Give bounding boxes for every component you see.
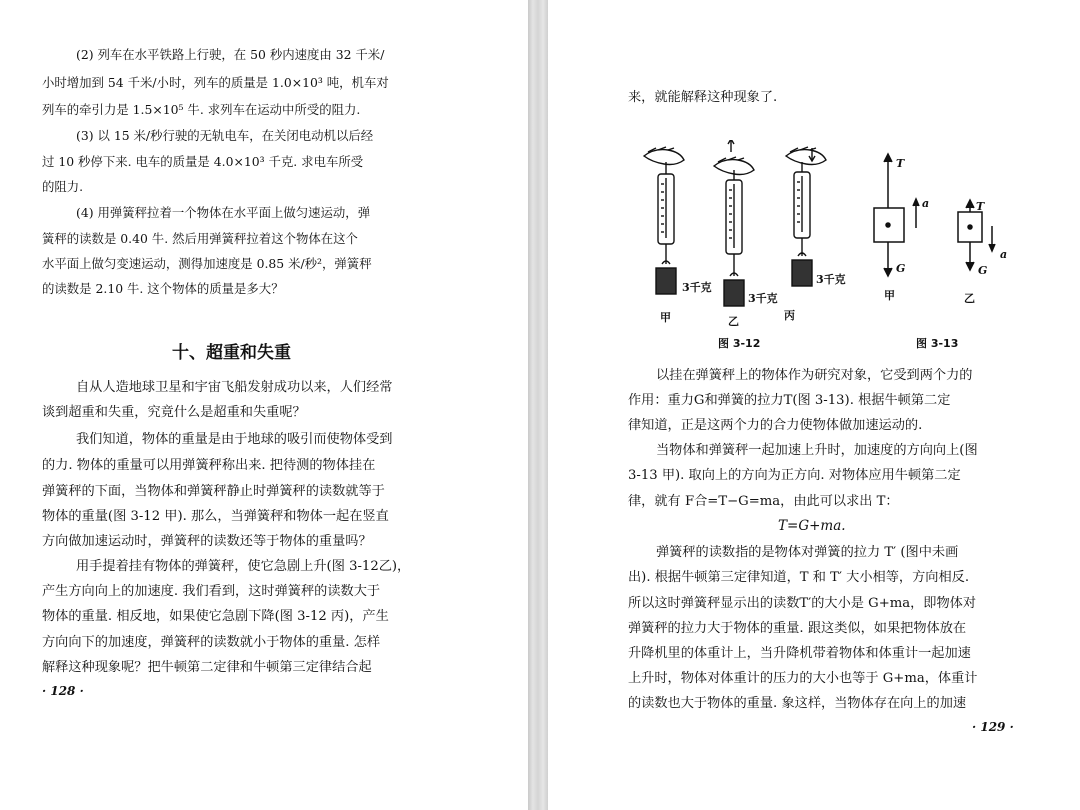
exercise-line: (3) 以 15 米/秒行驶的无轨电车，在关闭电动机以后经	[76, 128, 374, 143]
section-title: 十、超重和失重	[172, 343, 291, 363]
body-line: 方向向下的加速度，弹簧秤的读数就小于物体的重量. 怎样	[42, 635, 381, 650]
body-line: 弹簧秤的读数指的是物体对弹簧的拉力 T′ (图中未画	[656, 545, 959, 560]
left-page	[0, 0, 528, 810]
body-line: 方向做加速运动时，弹簧秤的读数还等于物体的重量吗？	[42, 534, 372, 549]
exercise-line: (4) 用弹簧秤拉着一个物体在水平面上做匀速运动，弹	[76, 205, 371, 220]
acceleration-label: a	[922, 197, 930, 210]
body-line: 的读数也大于物体的重量. 象这样，当物体存在向上的加速	[628, 696, 967, 711]
body-line: 以挂在弹簧秤上的物体作为研究对象，它受到两个力的	[656, 368, 973, 383]
body-line: 弹簧秤的拉力大于物体的重量. 跟这类似，如果把物体放在	[628, 621, 967, 636]
body-line: 上升时，物体对体重计的压力的大小也等于 G+ma，体重计	[628, 671, 978, 686]
mass-label: 3千克	[748, 292, 778, 305]
book-gutter	[528, 0, 548, 810]
exercise-line: 水平面上做匀变速运动，测得加速度是 0.85 米/秒²，弹簧秤	[42, 256, 372, 271]
formula: T=G+ma.	[778, 518, 846, 534]
body-line: 解释这种现象呢？把牛顿第二定律和牛顿第三定律结合起	[42, 660, 372, 675]
spring-scale-jia	[644, 147, 684, 294]
figure-label-yi: 乙	[964, 292, 975, 305]
acceleration-label: a	[1000, 248, 1008, 261]
exercise-line: 的读数是 2.10 牛. 这个物体的质量是多大？	[42, 281, 284, 296]
body-line: 作用：重力G和弹簧的拉力T(图 3-13). 根据牛顿第二定	[628, 393, 951, 408]
body-line: 物体的重量(图 3-12 甲). 那么，当弹簧秤和物体一起在竖直	[42, 509, 389, 524]
spring-scale-yi	[714, 140, 754, 306]
figure-label-yi: 乙	[728, 315, 739, 328]
gravity-label: G	[978, 264, 988, 277]
body-line: 律知道，正是这两个力的合力使物体做加速运动的.	[628, 418, 923, 433]
gravity-label: G	[896, 262, 906, 275]
body-line: 物体的重量. 相反地，如果使它急剧下降(图 3-12 丙)，产生	[42, 609, 389, 624]
exercise-line: 过 10 秒停下来. 电车的质量是 4.0×10³ 千克. 求电车所受	[42, 154, 364, 169]
exercise-line: 列车的牵引力是 1.5×10⁵ 牛. 求列车在运动中所受的阻力.	[42, 102, 361, 117]
body-line: 产生方向向上的加速度. 我们看到，这时弹簧秤的读数大于	[42, 584, 381, 599]
body-line: 升降机里的体重计上，当升降机带着物体和体重计一起加速	[628, 646, 971, 661]
exercise-line: 簧秤的读数是 0.40 牛. 然后用弹簧秤拉着这个物体在这个	[42, 231, 358, 246]
mass-label: 3千克	[682, 281, 712, 294]
right-page	[548, 0, 1080, 810]
body-line: 所以这时弹簧秤显示出的读数T′的大小是 G+ma，即物体对	[628, 596, 977, 611]
page-number: · 129 ·	[972, 720, 1014, 734]
figure-label-bing: 丙	[784, 309, 795, 322]
body-line: 谈到超重和失重，究竟什么是超重和失重呢？	[42, 405, 306, 420]
page-number: · 128 ·	[42, 684, 84, 698]
body-line: 3-13 甲). 取向上的方向为正方向. 对物体应用牛顿第二定	[628, 468, 961, 483]
figure-caption: 图 3-13	[916, 337, 959, 350]
exercise-line: 小时增加到 54 千米/小时，列车的质量是 1.0×10³ 吨，机车对	[42, 75, 389, 90]
exercise-line: 的阻力.	[42, 179, 84, 194]
spring-scale-bing	[786, 147, 826, 286]
body-line: 当物体和弹簧秤一起加速上升时，加速度的方向向上(图	[656, 443, 978, 458]
exercise-line: (2) 列车在水平铁路上行驶，在 50 秒内速度由 32 千米/	[76, 47, 385, 62]
mass-label: 3千克	[816, 273, 846, 286]
tension-label: T	[896, 157, 905, 170]
figure-label-jia: 甲	[660, 311, 671, 324]
body-line: 来，就能解释这种现象了.	[628, 90, 778, 105]
body-line: 自从人造地球卫星和宇宙飞船发射成功以来，人们经常	[76, 380, 393, 395]
body-line: 律，就有 F合=T−G=ma，由此可以求出 T：	[628, 494, 899, 509]
tension-label: T	[976, 200, 985, 213]
body-line: 出). 根据牛顿第三定律知道，T 和 T′ 大小相等，方向相反.	[628, 570, 970, 585]
body-line: 用手提着挂有物体的弹簧秤，使它急剧上升(图 3-12乙)，	[76, 559, 411, 574]
force-diagram-jia	[874, 154, 919, 276]
body-line: 弹簧秤的下面，当物体和弹簧秤静止时弹簧秤的读数就等于	[42, 484, 385, 499]
force-diagrams	[866, 150, 1016, 290]
body-line: 我们知道，物体的重量是由于地球的吸引而使物体受到	[76, 432, 393, 447]
body-line: 的力. 物体的重量可以用弹簧秤称出来. 把待测的物体挂在	[42, 458, 376, 473]
figure-caption: 图 3-12	[718, 337, 761, 350]
figure-label-jia: 甲	[884, 289, 895, 302]
